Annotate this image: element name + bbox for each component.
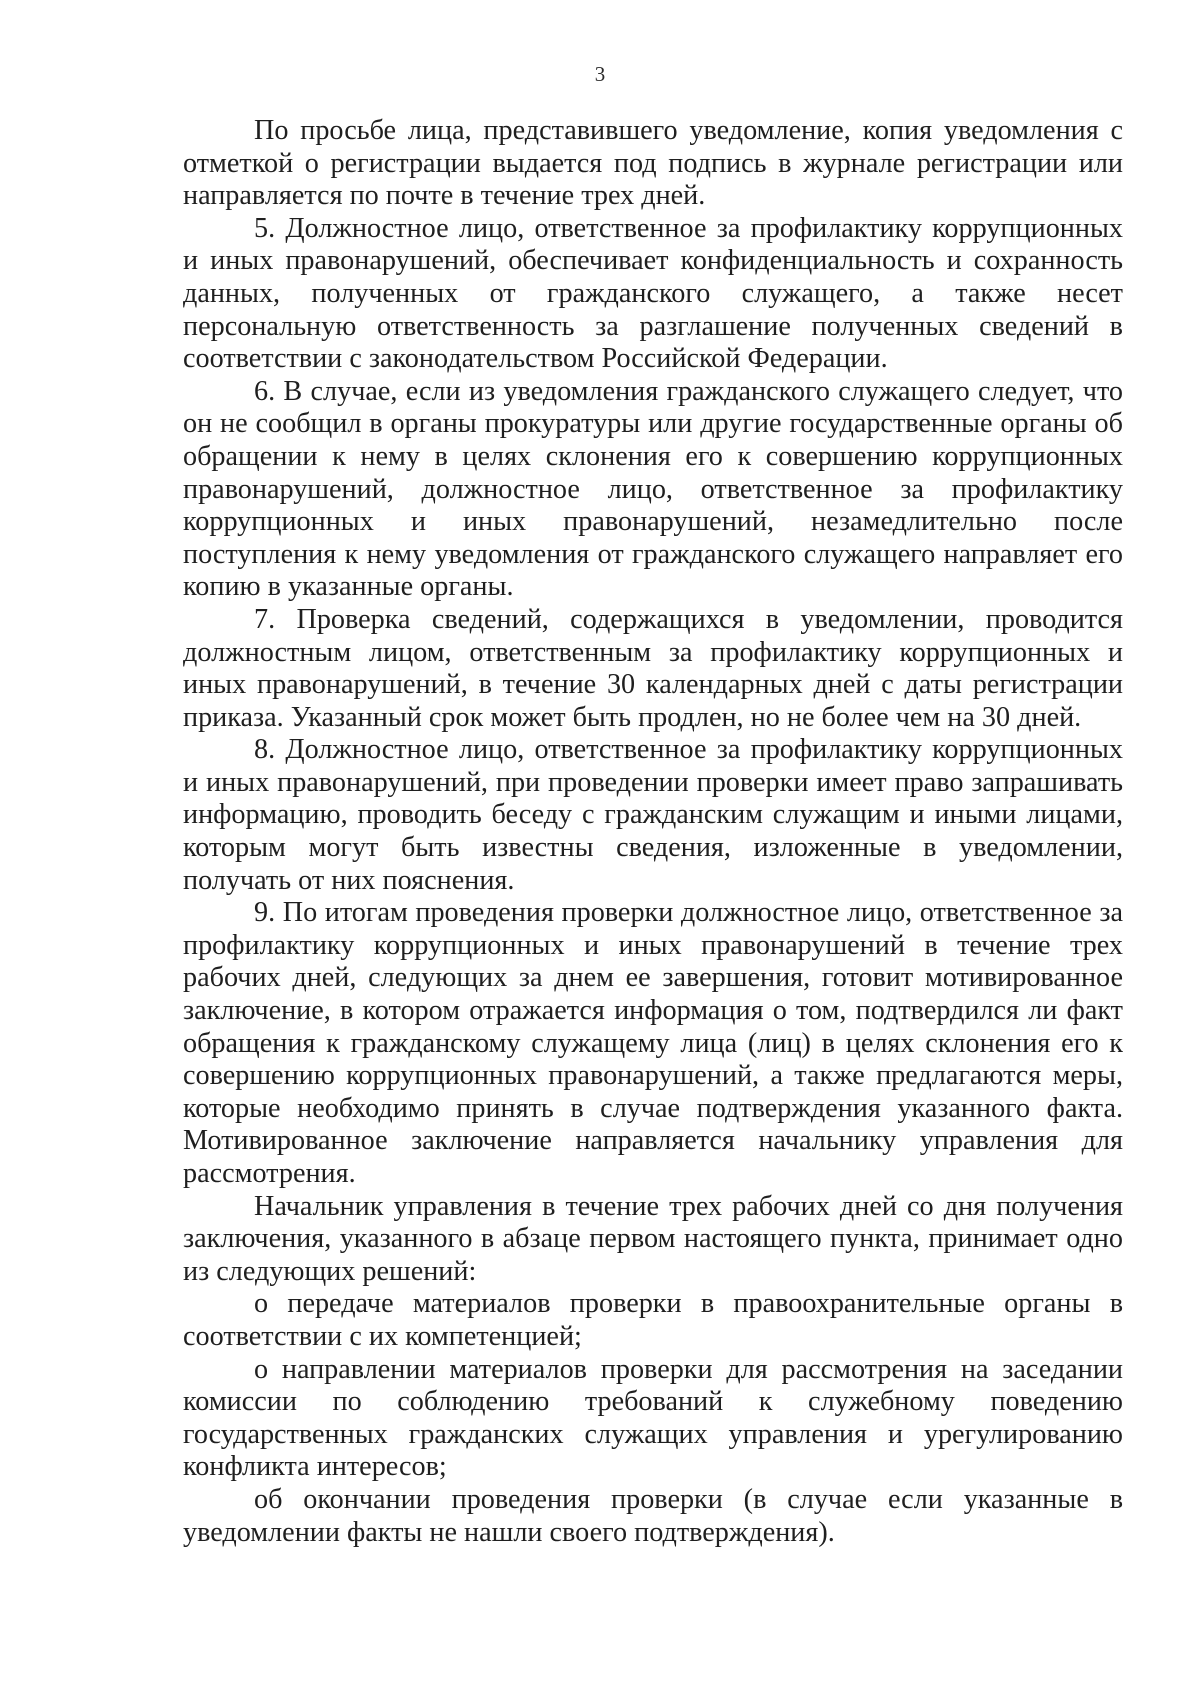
page-number: 3 (594, 62, 606, 86)
paragraph-decision-commission: о направлении материалов проверки для рассмотрения на заседании комиссии по соблюдению требований к служебному поведению государственных гражданских служащих управления и урегулированию конфликта интересов; (183, 1353, 1123, 1483)
paragraph-item-7: 7. Проверка сведений, содержащихся в уведомлении, проводится должностным лицом, ответственным за профилактику коррупционных и иных правонарушений, в течение 30 календарных дней с даты регистрации приказа. Указанный срок может быть продлен, но не более чем на 30 дней. (183, 603, 1123, 733)
paragraph-item-5: 5. Должностное лицо, ответственное за профилактику коррупционных и иных правонарушений, обеспечивает конфиденциальность и сохранность данных, полученных от гражданского служащего, а также несет персональную ответственность за разглашение полученных сведений в соответствии с законодательством Российской Федерации. (183, 212, 1123, 375)
document-body (183, 115, 1123, 1549)
paragraph-item-9: 9. По итогам проведения проверки должностное лицо, ответственное за профилактику коррупционных и иных правонарушений в течение трех рабочих дней, следующих за днем ее завершения, готовит мотивированное заключение, в котором отражается информация о том, подтвердился ли факт обращения к гражданскому служащему лица (лиц) в целях склонения его к совершению коррупционных правонарушений, а также предлагаются меры, которые необходимо принять в случае подтверждения указанного факта. Мотивированное заключение направляется начальнику управления для рассмотрения. (183, 897, 1123, 1189)
paragraph-decision-transfer: о передаче материалов проверки в правоохранительные органы в соответствии с их компетенцией; (183, 1288, 1123, 1352)
paragraph-head-decision: Начальник управления в течение трех рабочих дней со дня получения заключения, указанного в абзаце первом настоящего пункта, принимает одно из следующих решений: (183, 1190, 1123, 1287)
paragraph-decision-end: об окончании проведения проверки (в случае если указанные в уведомлении факты не нашли своего подтверждения). (183, 1483, 1123, 1548)
paragraph-item-8: 8. Должностное лицо, ответственное за профилактику коррупционных и иных правонарушений, при проведении проверки имеет право запрашивать информацию, проводить беседу с гражданским служащим и иными лицами, которым могут быть известны сведения, изложенные в уведомлении, получать от них пояснения. (183, 734, 1123, 896)
paragraph-copy-of-notification: По просьбе лица, представившего уведомление, копия уведомления с отметкой о регистрации выдается под подпись в журнале регистрации или направляется по почте в течение трех дней. (183, 115, 1123, 212)
paragraph-item-6: 6. В случае, если из уведомления гражданского служащего следует, что он не сообщил в органы прокуратуры или другие государственные органы об обращении к нему в целях склонения его к совершению коррупционных правонарушений, должностное лицо, ответственное за профилактику коррупционных и иных правонарушений, незамедлительно после поступления к нему уведомления от гражданского служащего направляет его копию в указанные органы. (183, 375, 1123, 603)
